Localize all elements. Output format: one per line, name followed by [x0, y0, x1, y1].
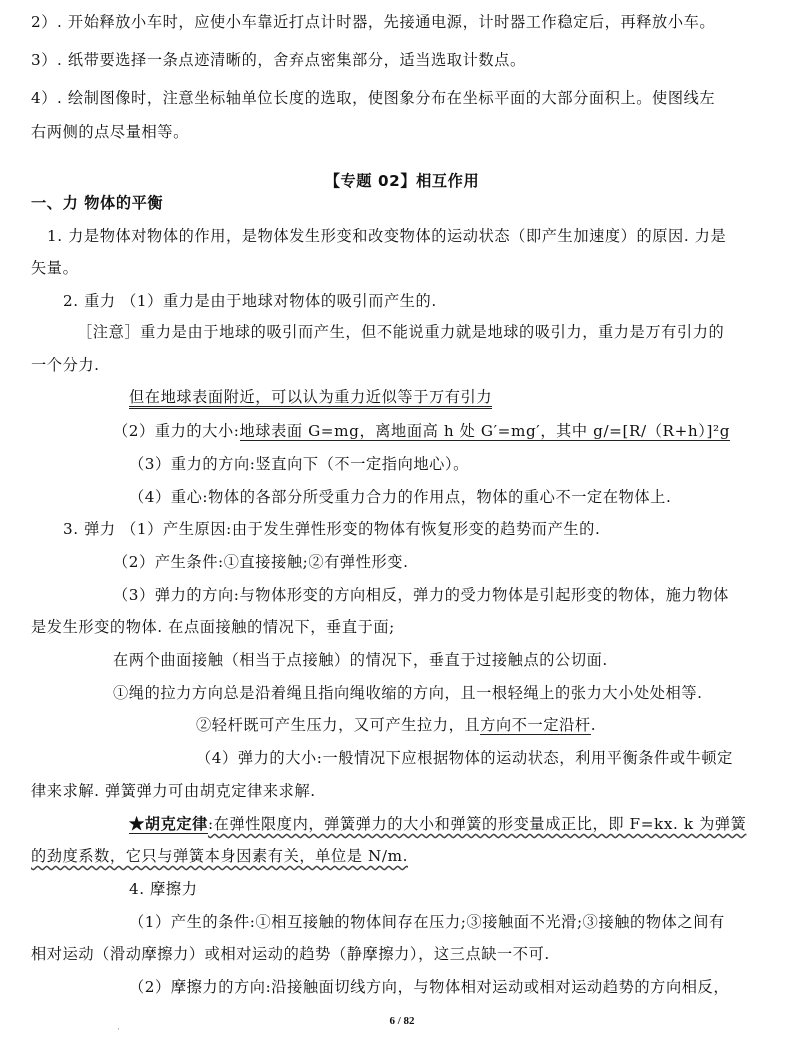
elastic-direction-line-1: （3）弹力的方向:与物体形变的方向相反，弹力的受力物体是引起形变的物体，施力物体 [113, 586, 729, 604]
page-number: 6 / 82 [389, 1015, 415, 1027]
footer-dot: · [117, 1025, 120, 1035]
elastic-size-line-2: 律来求解. 弹簧弹力可由胡克定律来求解. [31, 782, 316, 800]
force-definition-line-2: 矢量。 [31, 259, 79, 277]
gravity-cause: 2. 重力 （1）重力是由于地球对物体的吸引而产生的. [63, 292, 437, 310]
elastic-curved-contact: 在两个曲面接触（相当于点接触）的情况下，垂直于过接触点的公切面. [113, 651, 608, 669]
intro-line-2: 3）. 纸带要选择一条点迹清晰的，舍弃点密集部分，适当选取计数点。 [31, 51, 526, 69]
hooke-law-text: :在弹性限度内，弹簧弹力的大小和弹簧的形变量成正比，即 F=kx. k 为弹簧 [207, 815, 747, 833]
elastic-rod-text: ②轻杆既可产生压力，又可产生拉力，且 [196, 716, 481, 734]
gravity-approximation [129, 387, 492, 407]
elastic-condition: （2）产生条件:①直接接触;②有弹性形变. [113, 553, 409, 571]
intro-line-1: 2）. 开始释放小车时，应使小车靠近打点计时器，先接通电源，计时器工作稳定后，再释放小车。 [31, 13, 716, 31]
hooke-law-title: ★胡克定律 [129, 815, 208, 833]
elastic-rod-end: . [590, 716, 597, 734]
friction-condition-line-2: 相对运动（滑动摩擦力）或相对运动的趋势（静摩擦力），这三点缺一不可. [31, 945, 550, 963]
intro-line-3: 4）. 绘制图像时，注意坐标轴单位长度的选取，使图象分布在坐标平面的大部分面积上。使图线左 [31, 89, 716, 107]
topic-title: 【专题 02】相互作用 [324, 172, 480, 190]
hooke-law-line-1 [129, 814, 746, 834]
gravity-direction: （3）重力的方向:竖直向下（不一定指向地心）。 [129, 455, 469, 473]
intro-line-4: 右两侧的点尽量相等。 [31, 123, 189, 141]
gravity-size-label: （2）重力的大小: [113, 422, 240, 440]
gravity-note-line-1: ［注意］重力是由于地球的吸引而产生，但不能说重力就是地球的吸引力，重力是万有引力的 [77, 323, 725, 341]
elastic-direction-line-2: 是发生形变的物体. 在点面接触的情况下，垂直于面; [31, 618, 395, 636]
section-heading: 一、力 物体的平衡 [31, 194, 164, 212]
elastic-rod [196, 715, 596, 735]
gravity-center: （4）重心:物体的各部分所受重力合力的作用点，物体的重心不一定在物体上. [129, 488, 672, 506]
friction-direction: （2）摩擦力的方向:沿接触面切线方向，与物体相对运动或相对运动趋势的方向相反， [129, 978, 730, 996]
elastic-rod-underlined: 方向不一定沿杆 [480, 716, 591, 734]
hooke-law-text-2: 的劲度系数，它只与弹簧本身因素有关，单位是 N/m. [31, 847, 408, 865]
gravity-approximation-text: 但在地球表面附近，可以认为重力近似等于万有引力 [129, 388, 492, 409]
elastic-rope: ①绳的拉力方向总是沿着绳且指向绳收缩的方向，且一根轻绳上的张力大小处处相等. [113, 684, 703, 702]
hooke-law-line-2 [31, 846, 408, 866]
friction-condition-line-1: （1）产生的条件:①相互接触的物体间存在压力;③接触面不光滑;③接触的物体之间有 [129, 913, 725, 931]
gravity-size [113, 421, 730, 441]
elastic-size-line-1: （4）弹力的大小:一般情况下应根据物体的运动状态，利用平衡条件或牛顿定 [196, 749, 733, 767]
friction-heading: 4. 摩擦力 [129, 880, 198, 898]
gravity-size-formula: 地球表面 G=mg，离地面高 h 处 G′=mg′，其中 g/=[R/（R+h）]²g [239, 422, 731, 440]
force-definition-line-1: 1. 力是物体对物体的作用，是物体发生形变和改变物体的运动状态（即产生加速度）的原因. 力是 [47, 227, 727, 245]
gravity-note-line-2: 一个分力. [31, 356, 100, 374]
elastic-cause: 3. 弹力 （1）产生原因:由于发生弹性形变的物体有恢复形变的趋势而产生的. [63, 520, 601, 538]
